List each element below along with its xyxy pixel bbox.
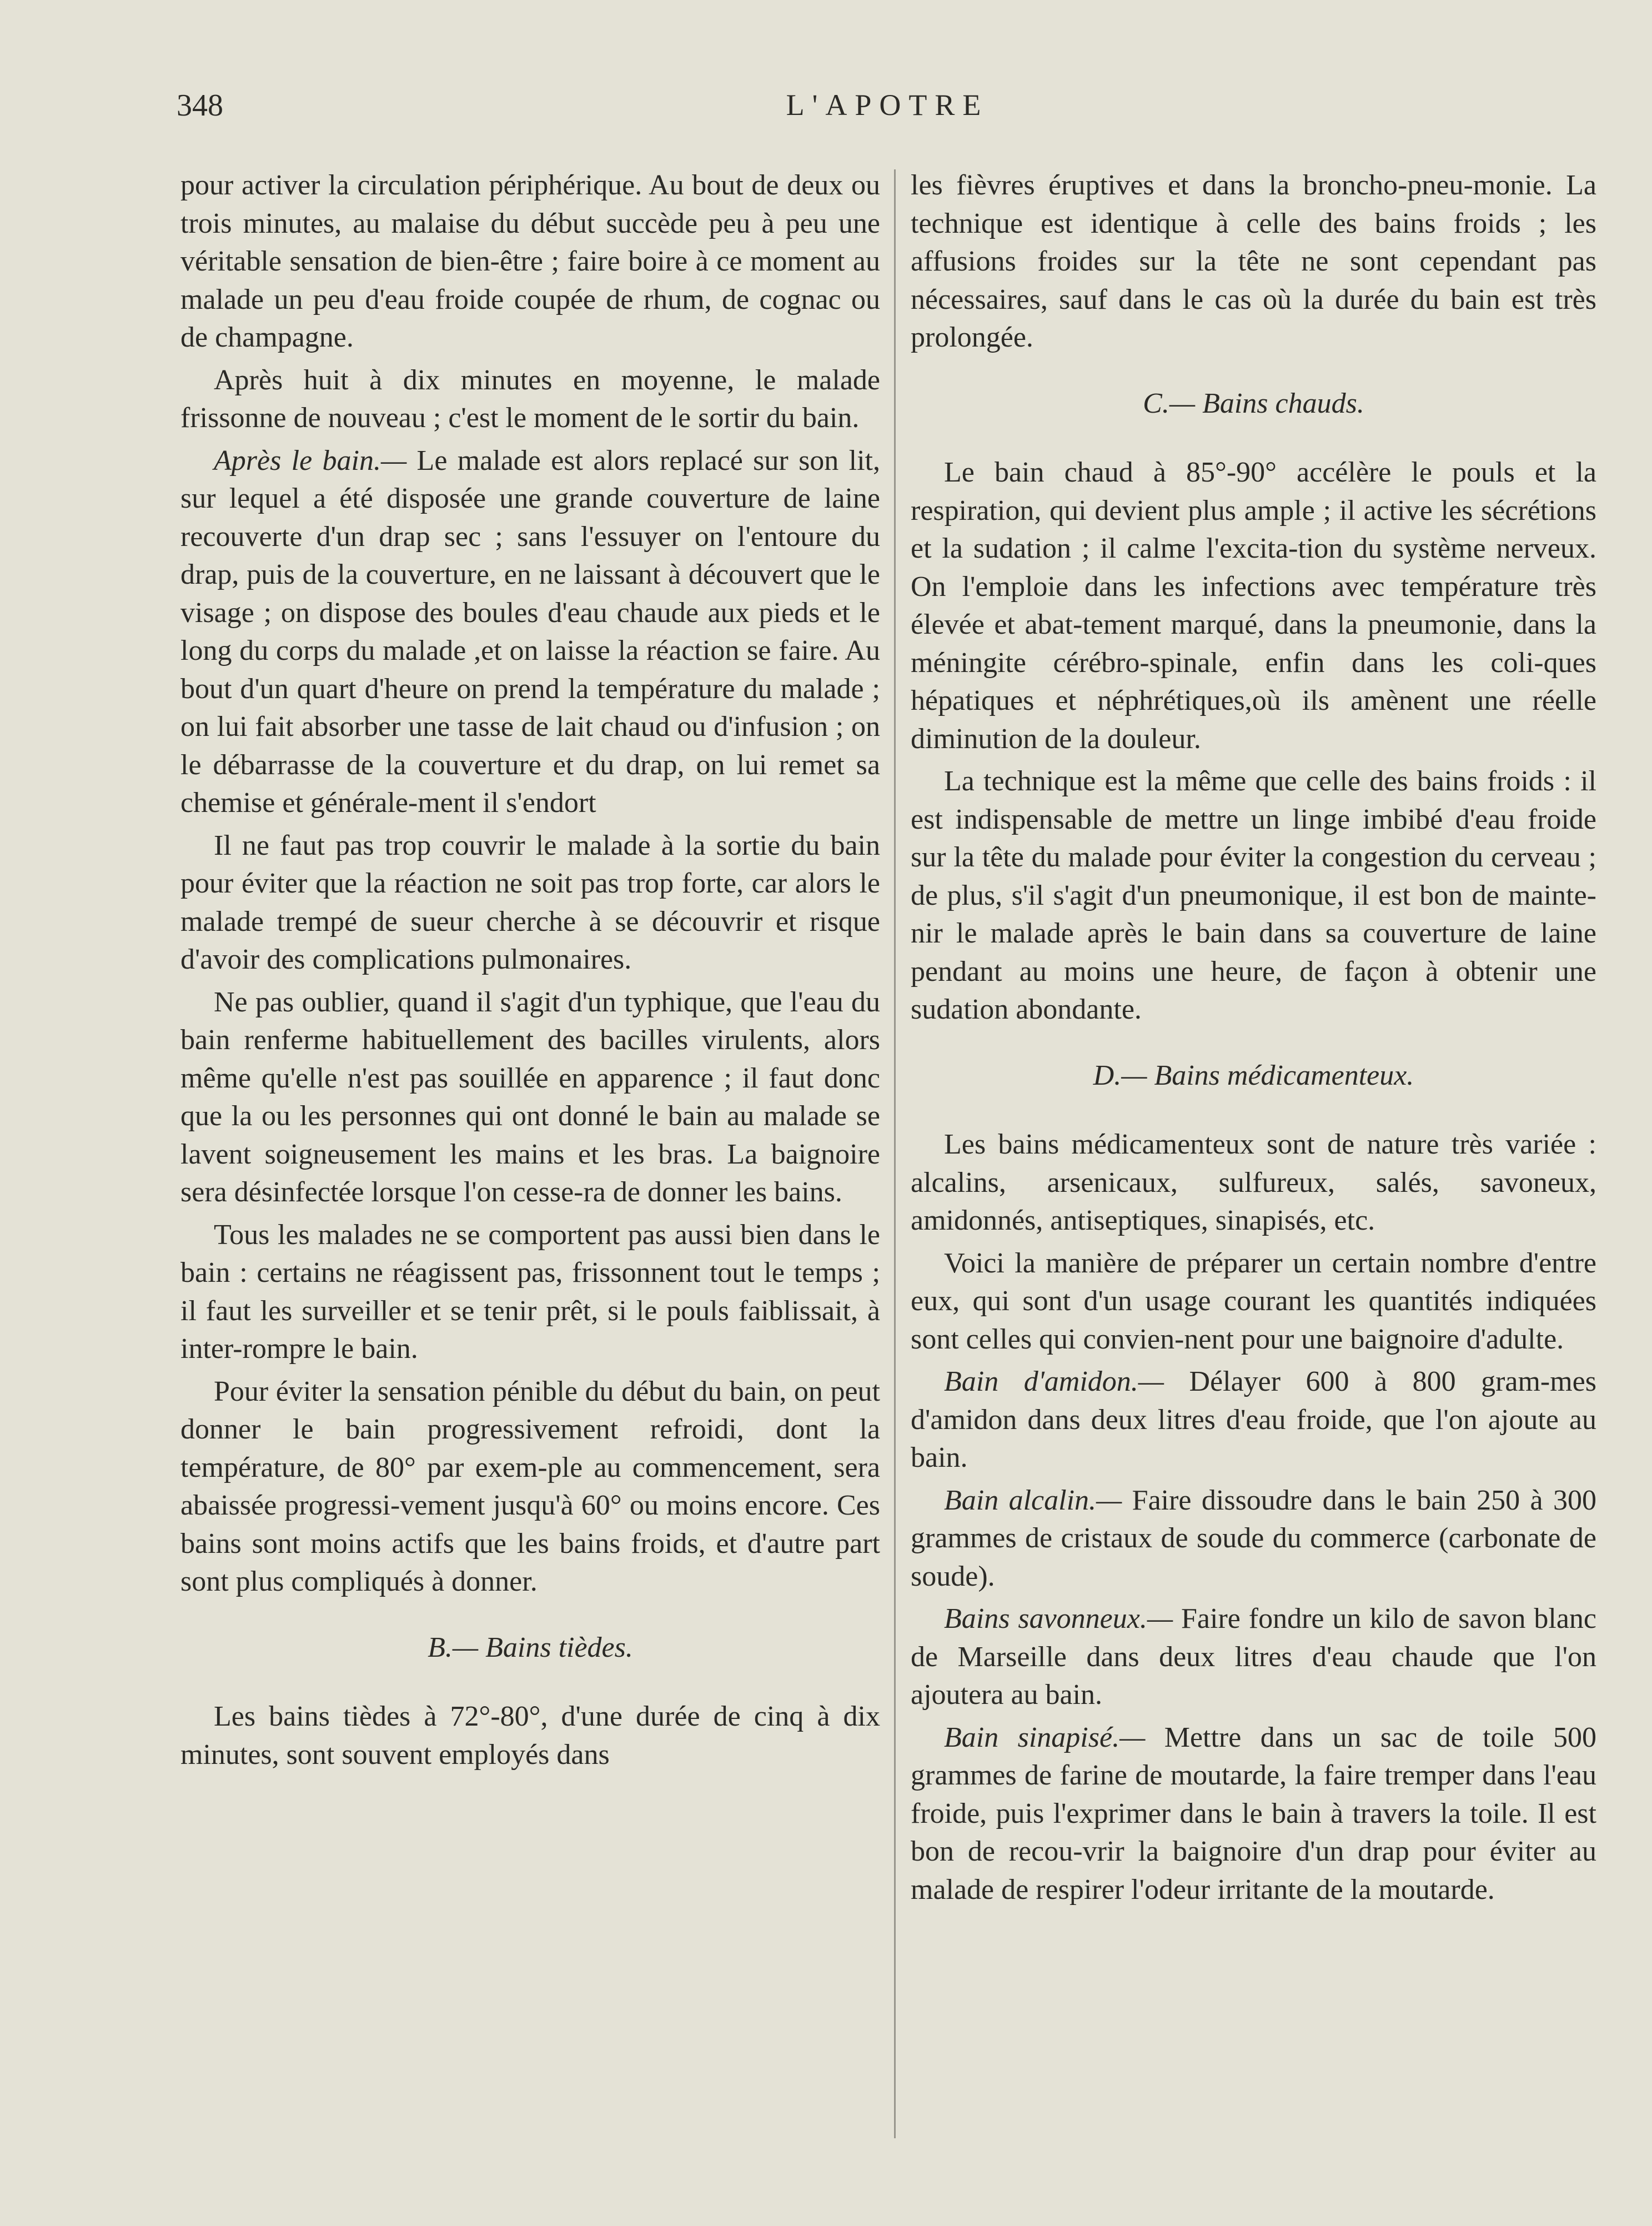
paragraph-text: Voici la manière de préparer un certain nombre d'entre eux, qui sont d'un usage courant les quantités indiquées sont celles qui convien-nent pour une baignoire d'adulte. [911, 1247, 1596, 1355]
section-heading: B.— Bains tièdes. [428, 1631, 633, 1663]
running-title: L'APOTRE [786, 88, 989, 122]
paragraph [911, 167, 1596, 357]
paragraph-text: Mettre dans un sac de toile 500 grammes de farine de moutarde, la faire tremper dans l'eau froide, puis l'exprimer dans le bain à travers la toile. Il est bon de recou-vrir la baignoire d'un drap pour éviter au malade de respirer l'odeur irritante de la moutarde. [911, 1721, 1596, 1906]
paragraph [911, 454, 1596, 758]
paragraph-text: Les bains médicamenteux sont de nature très variée : alcalins, arsenicaux, sulfureux, salés, savoneux, amidonnés, antiseptiques, sinapisés, etc. [911, 1129, 1596, 1236]
paragraph-text: Délayer 600 à 800 gram-mes d'amidon dans deux litres d'eau froide, que l'on ajoute au bain. [911, 1366, 1596, 1473]
paragraph-text: La technique est la même que celle des bains froids : il est indispensable de mettre un linge imbibé d'eau froide sur la tête du malade pour éviter la congestion du cerveau ; de plus, s'il s'agit d'un pneumonique, il est bon de mainte-nir le malade après le bain dans sa couverture de laine pendant au moins une heure, de façon à obtenir une sudation abondante. [911, 765, 1596, 1025]
paragraph-text: Il ne faut pas trop couvrir le malade à la sortie du bain pour éviter que la réaction ne soit pas trop forte, car alors le malade trempé de sueur cherche à se découvrir et risque d'avoir des complications pulmonaires. [180, 829, 880, 975]
paragraph [180, 984, 880, 1212]
paragraph-text: Faire dissoudre dans le bain 250 à 300 grammes de cristaux de soude du commerce (carbonate de soude). [911, 1484, 1596, 1592]
paragraph-lead: Bain d'amidon.— [944, 1366, 1164, 1397]
paragraph-text: Le bain chaud à 85°-90° accélère le pouls et la respiration, qui devient plus ample ; il active les sécrétions et la sudation ; il calme l'excita-tion du système nerveux. On l'emploie dans les infections avec température très élevée et abat-tement marqué, dans la pneumonie, dans la méningite cérébro-spinale, enfin dans les coli-ques hépatiques et néphrétiques,où ils amènent une réelle diminution de la douleur. [911, 457, 1596, 755]
paragraph [180, 1698, 880, 1774]
paragraph [911, 1245, 1596, 1359]
paragraph-text: Ne pas oublier, quand il s'agit d'un typhique, que l'eau du bain renferme habituellement des bacilles virulents, alors même qu'elle n'est pas souillée en apparence ; il faut donc que la ou les personnes qui ont donné le bain au malade se lavent soigneusement les mains et les bras. La baignoire sera désinfectée lorsque l'on cesse-ra de donner les bains. [180, 986, 880, 1208]
paragraph-lead: Bain sinapisé.— [944, 1721, 1146, 1753]
paragraph-lead: Bains savonneux.— [944, 1603, 1173, 1635]
paragraph-text: Les bains tièdes à 72°-80°, d'une durée de cinq à dix minutes, sont souvent employés dans [180, 1701, 880, 1771]
section-heading: D.— Bains médicamenteux. [1093, 1059, 1414, 1091]
page-number: 348 [177, 88, 223, 123]
paragraph-text: Le malade est alors replacé sur son lit, sur lequel a été disposée une grande couverture de laine recouverte d'un drap sec ; sans l'essuyer on l'entoure du drap, puis de la couverture, en ne laissant à découvert que le visage ; on dispose des boules d'eau chaude aux pieds et le long du corps du malade ,et on laisse la réaction se faire. Au bout d'un quart d'heure on prend la température du malade ; on lui fait absorber une tasse de lait chaud ou d'infusion ; on le débarrasse de la couverture et du drap, on lui remet sa chemise et générale-ment il s'endort [180, 444, 880, 819]
paragraph [180, 442, 880, 823]
paragraph-text: pour activer la circulation périphérique. Au bout de deux ou trois minutes, au malaise du début succède peu à peu une véritable sensation de bien-être ; faire boire à ce moment au malade un peu d'eau froide coupée de rhum, de cognac ou de champagne. [180, 169, 880, 353]
left-column [180, 167, 880, 1778]
right-column [911, 167, 1596, 1913]
paragraph-text: Pour éviter la sensation pénible du début du bain, on peut donner le bain progressivement refroidi, dont la température, de 80° par exem-ple au commencement, sera abaissée progressi-vement jusqu'à 60° ou moins encore. Ces bains sont moins actifs que les bains froids, et d'autre part sont plus compliqués à donner. [180, 1375, 880, 1597]
section-heading: C.— Bains chauds. [1143, 387, 1364, 419]
column-divider [894, 169, 896, 2138]
page-header [177, 83, 1598, 133]
paragraph [180, 1216, 880, 1368]
paragraph [911, 763, 1596, 1029]
paragraph [911, 1482, 1596, 1596]
paragraph [180, 827, 880, 979]
paragraph [911, 1600, 1596, 1714]
paragraph-text: les fièvres éruptives et dans la broncho-pneu-monie. La technique est identique à celle des bains froids ; les affusions froides sur la tête ne sont cependant pas nécessaires, sauf dans le cas où la durée du bain est très prolongée. [911, 169, 1596, 353]
paragraph [180, 1373, 880, 1601]
paragraph [911, 1719, 1596, 1909]
paragraph-text: Après huit à dix minutes en moyenne, le malade frissonne de nouveau ; c'est le moment de le sortir du bain. [180, 364, 880, 434]
paragraph [180, 167, 880, 357]
paragraph [911, 1126, 1596, 1240]
paragraph [911, 1363, 1596, 1477]
paragraph-lead: Bain alcalin.— [944, 1484, 1122, 1516]
paragraph-lead: Après le bain.— [214, 444, 407, 477]
paragraph [180, 362, 880, 438]
paragraph-text: Faire fondre un kilo de savon blanc de Marseille dans deux litres d'eau chaude que l'on ajoutera au bain. [911, 1603, 1596, 1711]
paragraph-text: Tous les malades ne se comportent pas aussi bien dans le bain : certains ne réagissent pas, frissonnent tout le temps ; il faut les surveiller et se tenir prêt, si le pouls faiblissait, à inter-rompre le bain. [180, 1219, 880, 1365]
